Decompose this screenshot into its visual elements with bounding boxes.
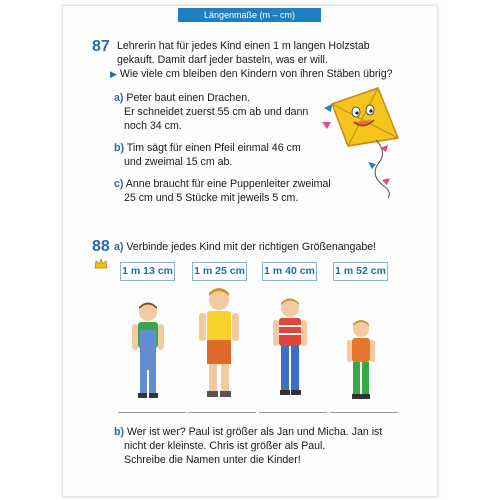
task87a-line2: Er schneidet zuerst 55 cm ab und dann [124,106,309,118]
child-figure-4 [344,318,378,400]
name-line-1[interactable] [118,412,186,413]
name-line-4[interactable] [330,412,398,413]
task87-intro-line1: Lehrerin hat für jedes Kind einen 1 m langen Holzstab [117,40,370,52]
task87a-line3: noch 34 cm. [124,120,182,132]
task88b-line1: b) Wer ist wer? Paul ist größer als Jan und Micha. Jan ist [114,426,383,438]
task87-question: ▶ Wie viele cm bleiben den Kindern von ihren Stäben übrig? [110,68,393,80]
task87-intro-line2: gekauft. Damit darf jeder basteln, was er will. [117,54,328,66]
task-number-88: 88 [92,238,110,255]
size-box-4[interactable]: 1 m 52 cm [333,262,388,281]
crown-icon [94,258,108,269]
task88b-line3: Schreibe die Namen unter die Kinder! [124,454,301,466]
task88a-line: a) Verbinde jedes Kind mit der richtigen Größenangabe! [114,241,377,253]
task-number-87: 87 [92,38,110,55]
child-figure-2 [196,286,242,400]
task87c-line1: c) Anne braucht für eine Puppenleiter zweimal [114,178,331,190]
size-box-3[interactable]: 1 m 40 cm [262,262,317,281]
task87c-line2: 25 cm und 5 Stücke mit jeweils 5 cm. [124,192,299,204]
kite-illustration [318,88,413,198]
name-line-3[interactable] [259,412,327,413]
task87a-line1: a) Peter baut einen Drachen. [114,92,251,104]
child-figure-3 [270,296,310,400]
task88b-line2: nicht der kleinste. Chris ist größer als Paul. [124,440,326,452]
name-line-2[interactable] [188,412,256,413]
child-figure-1 [128,300,168,400]
task87b-line2: und zweimal 15 cm ab. [124,156,233,168]
size-box-2[interactable]: 1 m 25 cm [192,262,247,281]
task87b-line1: b) Tim sägt für einen Pfeil einmal 46 cm [114,142,301,154]
size-box-1[interactable]: 1 m 13 cm [120,262,175,281]
arrow-right-icon: ▶ [110,69,117,79]
page-title: Längenmaße (m – cm) [178,8,321,22]
